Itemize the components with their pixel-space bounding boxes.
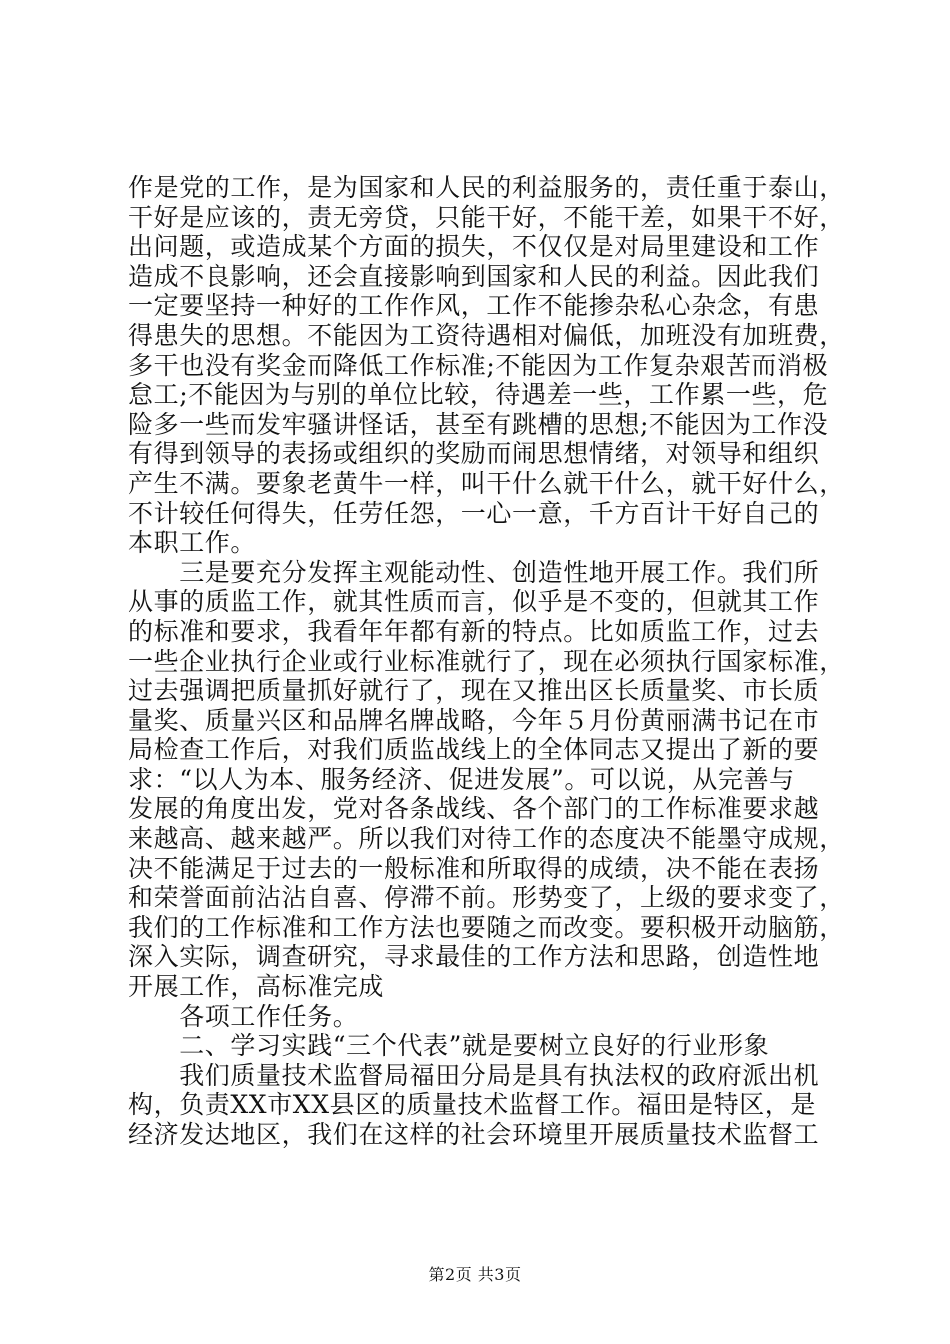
text-line: 一定要坚持一种好的工作作风，工作不能掺杂私心杂念，有患: [128, 291, 820, 321]
text-line: 的标准和要求，我看年年都有新的特点。比如质监工作，过去: [128, 616, 820, 646]
text-line: 来越高、越来越严。所以我们对待工作的态度决不能墨守成规，: [128, 824, 845, 854]
text-line: 深入实际，调查研究，寻求最佳的工作方法和思路，创造性地: [128, 942, 820, 972]
text-line: 造成不良影响，还会直接影响到国家和人民的利益。因此我们: [128, 261, 820, 291]
text-line: 求：“以人为本、服务经济、促进发展”。可以说，从完善与: [128, 764, 795, 794]
body-text: [128, 173, 845, 1150]
text-line: 过去强调把质量抓好就行了，现在又推出区长质量奖、市长质: [128, 676, 820, 706]
text-line: 产生不满。要象老黄牛一样，叫干什么就干什么，就干好什么，: [128, 468, 845, 498]
text-line: 作是党的工作，是为国家和人民的利益服务的，责任重于泰山，: [128, 173, 845, 202]
text-line: 从事的质监工作，就其性质而言，似乎是不变的，但就其工作: [128, 587, 820, 617]
text-line: 多干也没有奖金而降低工作标准;不能因为工作复杂艰苦而消极: [128, 350, 829, 380]
section-heading: 二、学习实践“三个代表”就是要树立良好的行业形象: [128, 1031, 770, 1061]
text-line: 开展工作，高标准完成: [128, 972, 385, 1002]
text-line: 得患失的思想。不能因为工资待遇相对偏低，加班没有加班费，: [128, 320, 845, 350]
text-line: 一些企业执行企业或行业标准就行了，现在必须执行国家标准，: [128, 646, 845, 676]
text-line: 不计较任何得失，任劳任怨，一心一意，千方百计干好自己的: [128, 498, 820, 528]
text-line: 量奖、质量兴区和品牌名牌战略，今年５月份黄丽满书记在市: [128, 705, 820, 735]
text-line: 出问题，或造成某个方面的损失，不仅仅是对局里建设和工作: [128, 232, 820, 262]
text-line: 怠工;不能因为与别的单位比较，待遇差一些，工作累一些，危: [128, 380, 829, 410]
text-line: 本职工作。: [128, 528, 257, 558]
text-line: 我们质量技术监督局福田分局是具有执法权的政府派出机: [128, 1060, 820, 1090]
page-number-footer: 第2页 共3页: [428, 1265, 522, 1284]
text-line: 险多一些而发牢骚讲怪话，甚至有跳槽的思想;不能因为工作没: [128, 409, 829, 439]
text-line: 经济发达地区，我们在这样的社会环境里开展质量技术监督工: [128, 1120, 820, 1149]
text-line: 发展的角度出发，党对各条战线、各个部门的工作标准要求越: [128, 794, 820, 824]
text-line: 我们的工作标准和工作方法也要随之而改变。要积极开动脑筋，: [128, 912, 845, 942]
text-line: 有得到领导的表扬或组织的奖励而闹思想情绪，对领导和组织: [128, 439, 820, 469]
text-line: 构，负责XX市XX县区的质量技术监督工作。福田是特区，是: [128, 1090, 816, 1120]
text-line: 决不能满足于过去的一般标准和所取得的成绩，决不能在表扬: [128, 853, 820, 883]
text-line: 局检查工作后，对我们质监战线上的全体同志又提出了新的要: [128, 735, 820, 765]
text-line: 三是要充分发挥主观能动性、创造性地开展工作。我们所: [128, 557, 820, 587]
text-line: 和荣誉面前沾沾自喜、停滞不前。形势变了，上级的要求变了，: [128, 883, 845, 913]
text-line: 各项工作任务。: [128, 1001, 359, 1031]
text-line: 干好是应该的，责无旁贷，只能干好，不能干差，如果干不好，: [128, 202, 845, 232]
